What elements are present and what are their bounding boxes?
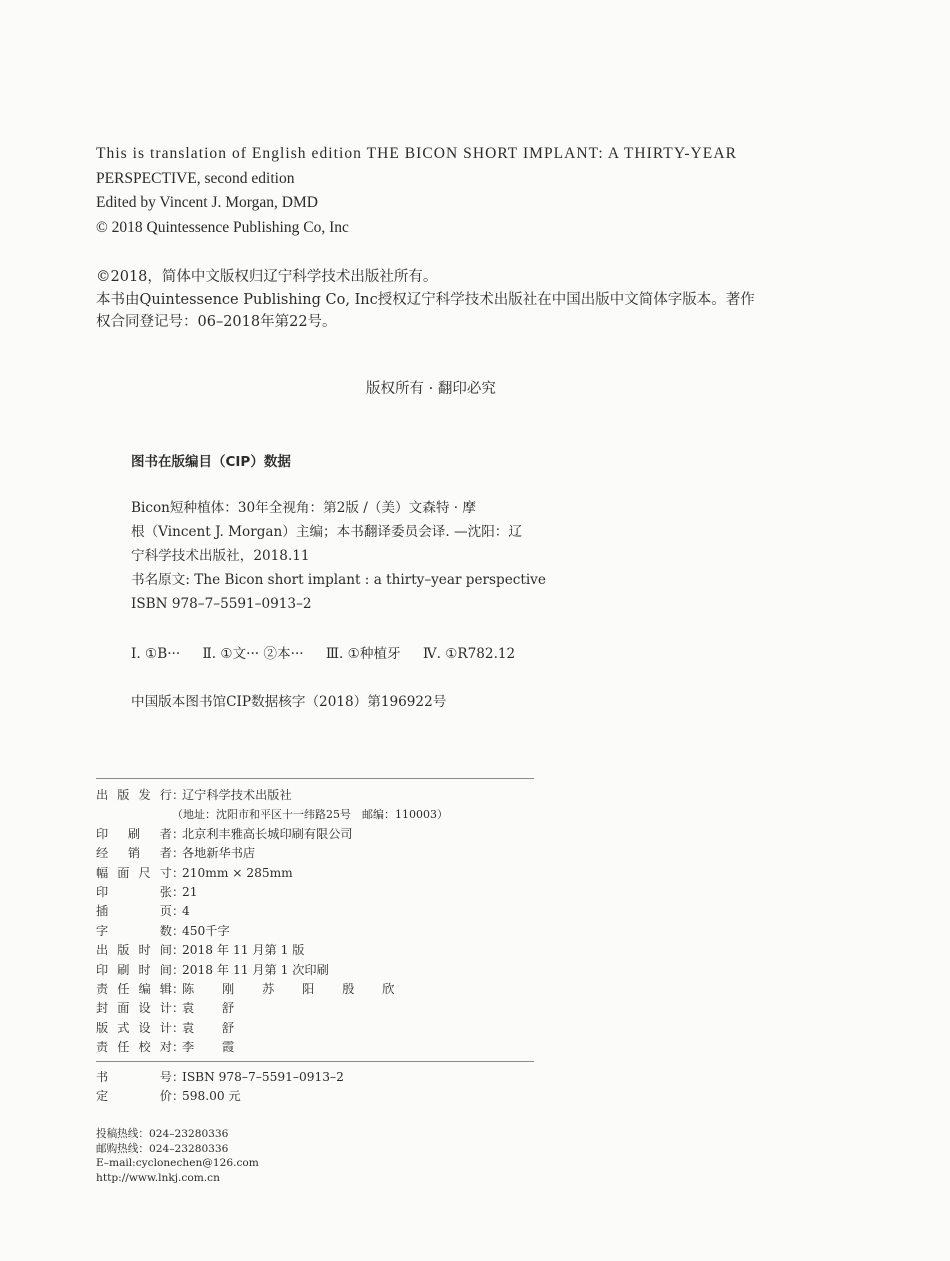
info-label: 印张 (96, 885, 172, 900)
info-value: 袁 舒 (182, 1001, 247, 1016)
info-label: 责任编辑 (96, 982, 172, 997)
info-row: 封面设计 ： 袁 舒 (96, 999, 448, 1018)
info-value: 2018 年 11 月第 1 版 (182, 943, 305, 958)
info-value: 4 (182, 904, 190, 919)
info-label: 封面设计 (96, 1001, 172, 1016)
cip-class-item: Ⅱ. ①文··· ②本··· (202, 646, 304, 662)
info-row: 出版发行 ： 辽宁科学技术出版社 (96, 786, 448, 805)
cip-class-item: Ⅲ. ①种植牙 (325, 646, 401, 662)
cip-body-line: Bicon短种植体：30年全视角：第2版 /（美）文森特 · 摩 (131, 500, 476, 516)
website-url: http://www.lnkj.com.cn (96, 1171, 220, 1184)
info-value: 210mm × 285mm (182, 865, 293, 880)
info-value: 2018 年 11 月第 1 次印刷 (182, 962, 329, 977)
info-row: 印刷时间 ： 2018 年 11 月第 1 次印刷 (96, 961, 448, 980)
edition-line: PERSPECTIVE, second edition (96, 169, 295, 187)
info-value: 袁 舒 (182, 1020, 247, 1035)
cip-class-item: Ⅳ. ①R782.12 (422, 646, 516, 662)
info-row (96, 805, 448, 824)
mail-order-hotline: 邮购热线：024–23280336 (96, 1142, 229, 1155)
publication-info (96, 786, 448, 1058)
price-row: 定价 ： 598.00 元 (96, 1087, 344, 1106)
cip-classification (131, 642, 533, 662)
editor-line: Edited by Vincent J. Morgan, DMD (96, 194, 318, 211)
cip-body-line: 根（Vincent J. Morgan）主编；本书翻译委员会译. —沈阳：辽 (131, 524, 522, 540)
rights-notice: 版权所有 · 翻印必究 (366, 381, 496, 397)
email-address: E–mail:cyclonechen@126.com (96, 1157, 259, 1170)
info-row: 责任编辑 ： 陈 刚 苏 阳 殷 欣 (96, 980, 448, 999)
english-edition-line: This is translation of English edition THE BICON SHORT IMPLANT: A THIRTY-YEAR (96, 145, 737, 162)
info-label: 幅面尺寸 (96, 865, 172, 880)
info-label: 插页 (96, 904, 172, 919)
chinese-copyright-line-1: ©2018，简体中文版权归辽宁科学技术出版社所有。 (96, 269, 438, 285)
info-value: 21 (182, 885, 198, 900)
info-label: 印刷者 (96, 826, 172, 841)
cip-title: 图书在版编目（CIP）数据 (131, 454, 291, 470)
info-label: 责任校对 (96, 1040, 172, 1055)
info-row: 印张 ： 21 (96, 883, 448, 902)
info-row: 经销者 ： 各地新华书店 (96, 844, 448, 863)
info-row: 幅面尺寸 ： 210mm × 285mm (96, 864, 448, 883)
info-label: 版式设计 (96, 1020, 172, 1035)
divider (96, 778, 534, 779)
price-info (96, 1068, 344, 1107)
submission-hotline: 投稿热线：024–23280336 (96, 1128, 229, 1140)
info-value: 辽宁科学技术出版社 (182, 788, 292, 802)
info-value: （地址：沈阳市和平区十一纬路25号 邮编：110003） (172, 808, 448, 822)
price-row: 书号 ： ISBN 978–7–5591–0913–2 (96, 1068, 344, 1087)
info-label: 出版时间 (96, 943, 172, 958)
info-label: 印刷时间 (96, 962, 172, 977)
cip-class-item: Ⅰ. ①B··· (131, 646, 181, 662)
info-value: 450千字 (182, 923, 230, 938)
english-copyright-block (96, 142, 816, 240)
info-row: 插页 ： 4 (96, 902, 448, 921)
info-row: 出版时间 ： 2018 年 11 月第 1 版 (96, 941, 448, 960)
info-row: 责任校对 ： 李 霞 (96, 1038, 448, 1057)
contact-info (96, 1127, 259, 1185)
info-value: 李 霞 (182, 1040, 247, 1055)
info-label: 字数 (96, 923, 172, 938)
price-label: 定价 (96, 1089, 172, 1104)
price-value: 598.00 元 (182, 1089, 241, 1104)
price-value: ISBN 978–7–5591–0913–2 (182, 1070, 344, 1084)
cip-body (131, 496, 546, 616)
info-label: 出版发行 (96, 788, 172, 802)
copyright-line: © 2018 Quintessence Publishing Co, Inc (96, 218, 349, 236)
info-row: 字数 ： 450千字 (96, 922, 448, 941)
info-value: 陈 刚 苏 阳 殷 欣 (182, 982, 407, 997)
chinese-copyright-line-3: 权合同登记号：06–2018年第22号。 (96, 314, 337, 330)
info-label: 经销者 (96, 846, 172, 861)
cip-isbn: ISBN 978–7–5591–0913–2 (131, 596, 312, 612)
chinese-copyright-block (96, 266, 816, 334)
info-row: 印刷者 ： 北京利丰雅高长城印刷有限公司 (96, 825, 448, 844)
price-label: 书号 (96, 1070, 172, 1084)
info-value: 北京利丰雅高长城印刷有限公司 (182, 826, 353, 841)
cip-body-line: 宁科学技术出版社，2018.11 (131, 548, 310, 564)
info-row: 版式设计 ： 袁 舒 (96, 1019, 448, 1038)
chinese-copyright-line-2: 本书由Quintessence Publishing Co, Inc授权辽宁科学技术出版社在中国出版中文简体字版本。著作 (96, 291, 755, 308)
cip-number: 中国版本图书馆CIP数据核字（2018）第196922号 (131, 694, 447, 710)
info-value: 各地新华书店 (182, 846, 256, 861)
divider (96, 1061, 534, 1062)
cip-original-title: 书名原文: The Bicon short implant : a thirty–year perspective (131, 572, 546, 588)
